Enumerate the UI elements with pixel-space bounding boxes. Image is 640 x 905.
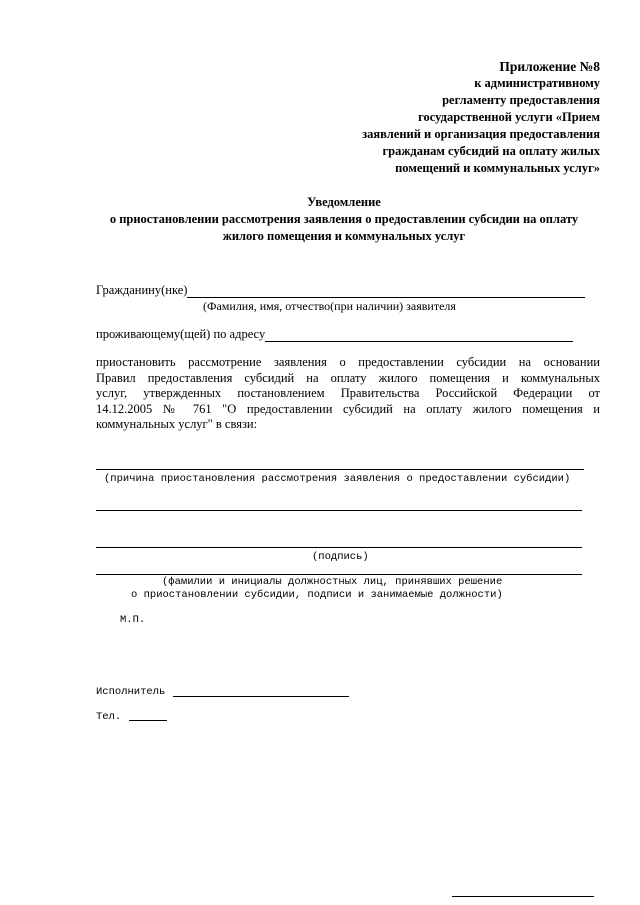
signature-caption: (подпись) [312, 551, 369, 563]
body-paragraph [96, 355, 600, 433]
appendix-line: регламенту предоставления [442, 93, 600, 107]
body-line: Правил предоставления субсидий на оплату жилого помещения и коммунальных [96, 370, 600, 385]
appendix-line: государственной услуги «Прием [418, 110, 600, 124]
appendix-line: гражданам субсидий на оплату жилых [382, 144, 600, 158]
officials-caption-line1: (фамилии и инициалы должностных лиц, принявших решение [162, 576, 503, 588]
blank-line[interactable] [96, 510, 582, 511]
officials-blank-line[interactable] [96, 574, 582, 575]
signature-blank-line[interactable] [96, 547, 582, 548]
footer-rule [452, 896, 594, 897]
notice-subtitle: о приостановлении рассмотрения заявления о предоставлении субсидии на оплату [109, 212, 579, 226]
phone-blank-line[interactable] [129, 720, 167, 721]
executor-blank-line[interactable] [173, 696, 349, 697]
citizen-field [96, 283, 585, 298]
stamp-placeholder: М.П. [120, 614, 146, 626]
executor-label: Исполнитель [96, 686, 166, 698]
body-line: коммунальных услуг" в связи: [96, 417, 258, 431]
address-label: проживающему(щей) по адресу [96, 327, 266, 341]
notice-title: Уведомление [307, 195, 381, 209]
citizen-caption: (Фамилия, имя, отчество(при наличии) заявителя [203, 299, 456, 313]
citizen-name-blank[interactable] [187, 286, 585, 298]
appendix-line: заявлений и организация предоставления [362, 127, 600, 141]
appendix-title: Приложение №8 [499, 59, 600, 74]
officials-caption-line2: о приостановлении субсидии, подписи и занимаемые должности) [131, 589, 503, 601]
notice-heading [84, 194, 604, 245]
phone-label: Тел. [96, 711, 122, 723]
address-blank[interactable] [265, 330, 573, 342]
address-field [96, 327, 573, 342]
body-line: услуг, утвержденных постановлением Правительства Российской Федерации от [96, 386, 600, 400]
appendix-line: к административному [474, 76, 600, 90]
appendix-block [300, 58, 600, 177]
appendix-line: помещений и коммунальных услуг» [395, 161, 600, 175]
reason-blank-line[interactable] [96, 469, 584, 470]
reason-caption: (причина приостановления рассмотрения заявления о предоставлении субсидии) [104, 473, 571, 485]
citizen-label: Гражданину(нке) [96, 283, 188, 297]
notice-subtitle: жилого помещения и коммунальных услуг [222, 229, 466, 243]
body-line: 14.12.2005 № 761 "О предоставлении субсидий на оплату жилого помещения и [96, 401, 600, 416]
body-line: приостановить рассмотрение заявления о предоставлении субсидии на основании [96, 355, 600, 369]
